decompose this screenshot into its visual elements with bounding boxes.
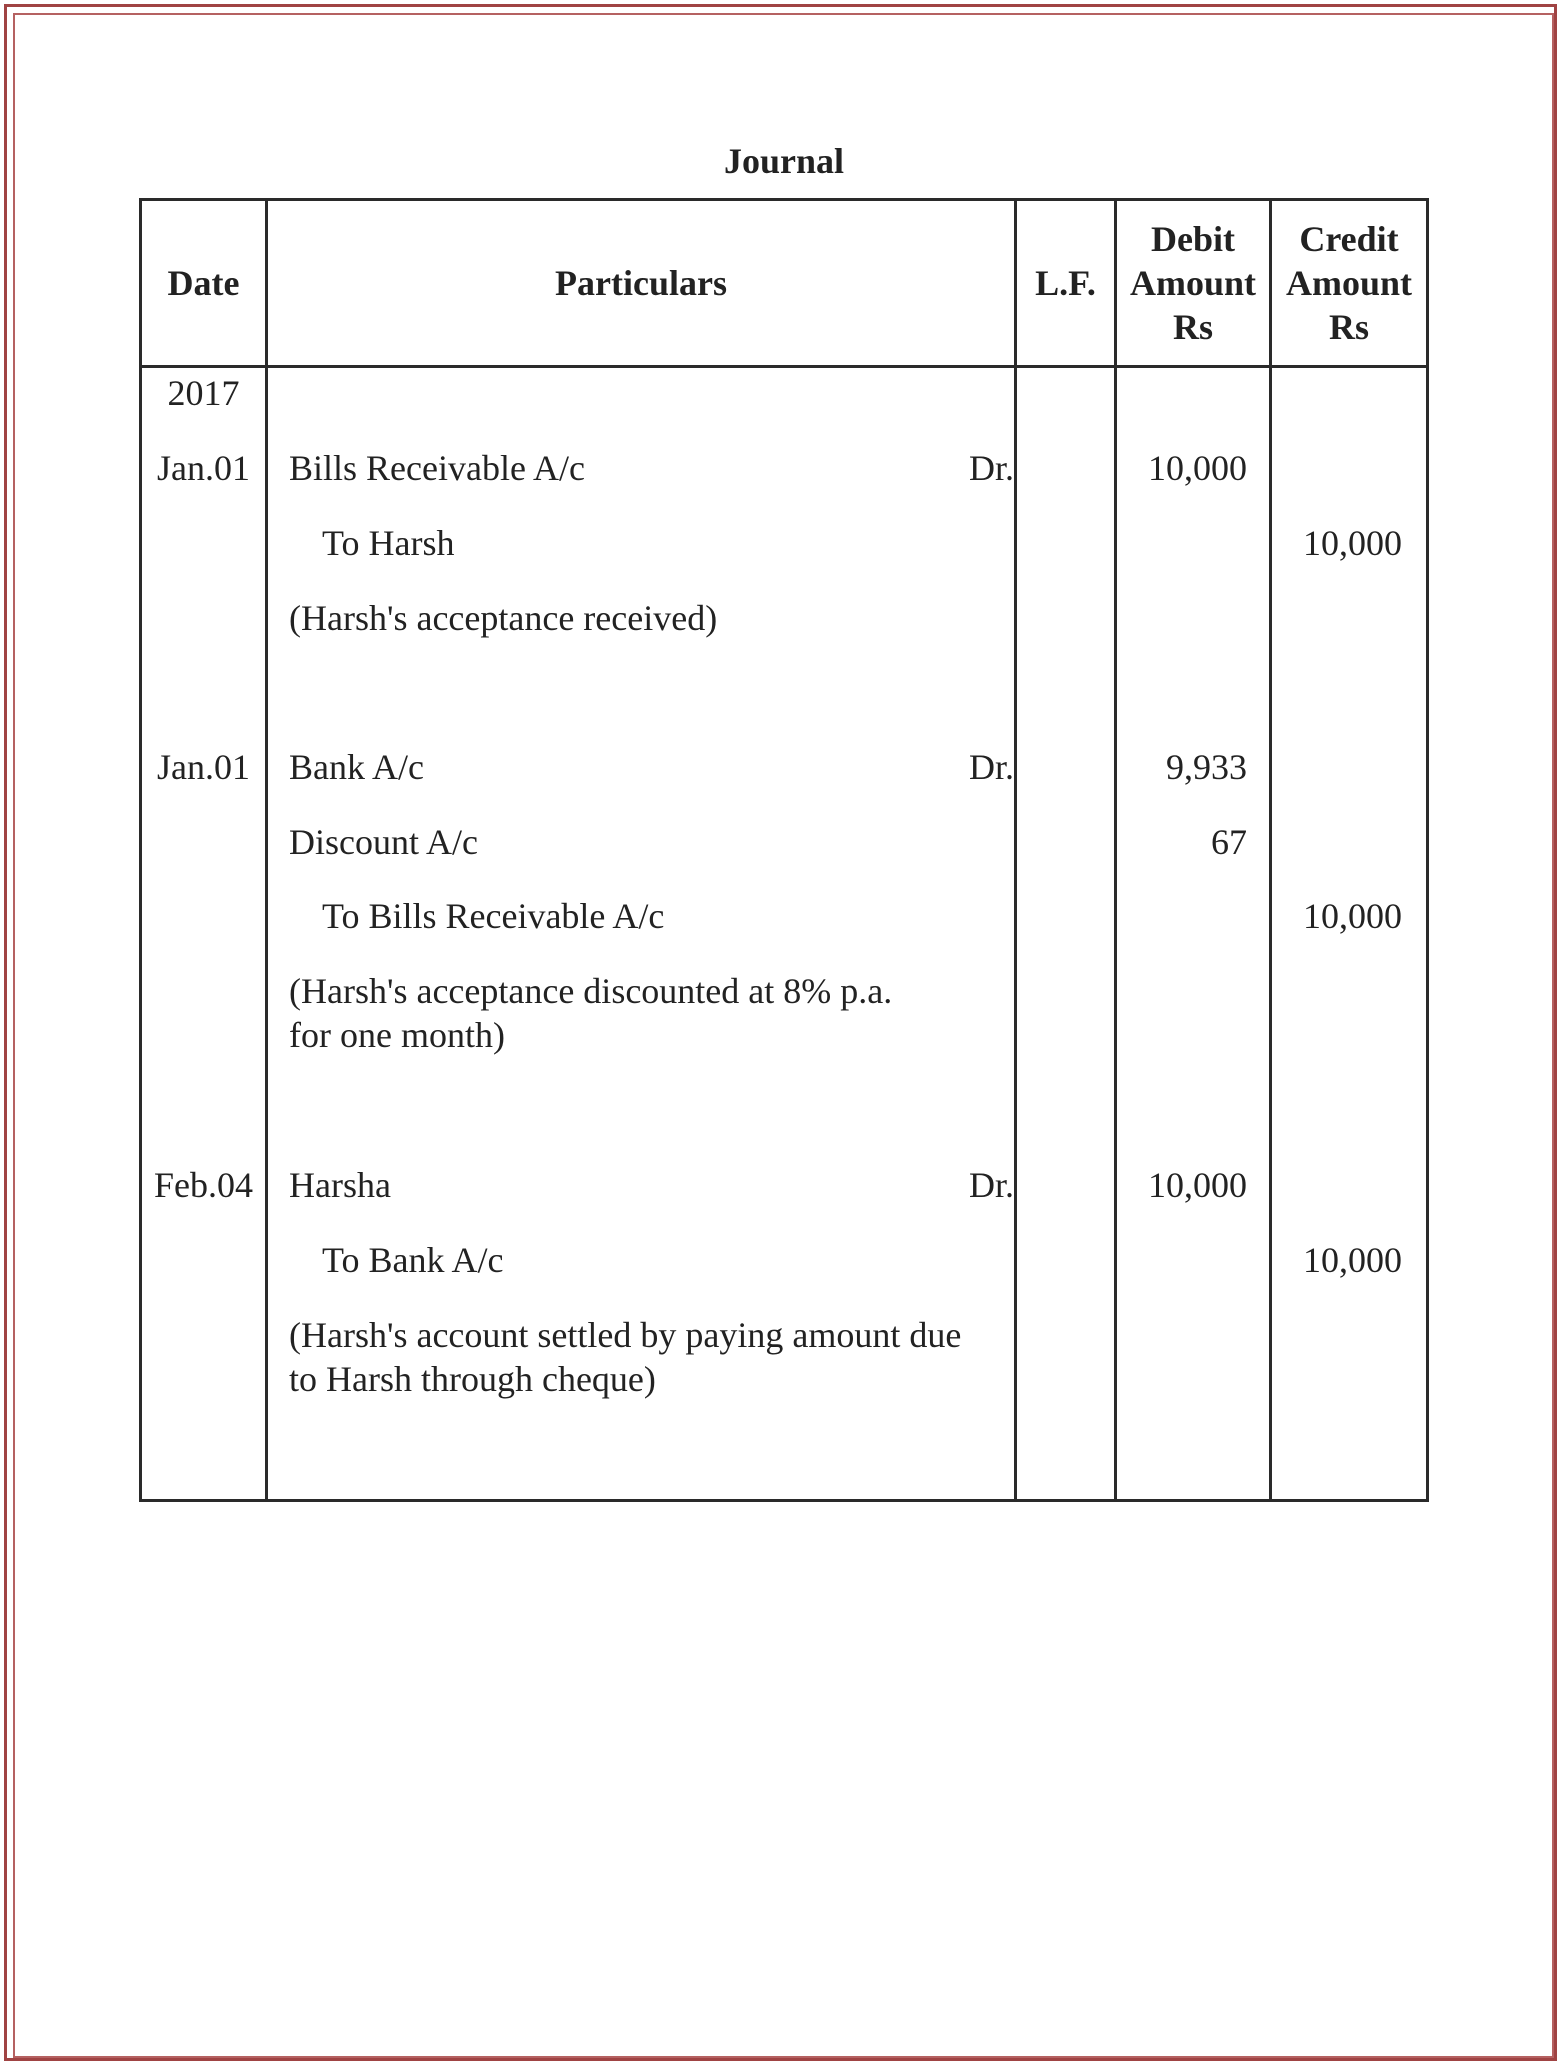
header-date: Date [167, 263, 240, 303]
entry-2-debit-amount-2: 67 [1211, 822, 1247, 862]
entry-3-credit-account: To Bank A/c [322, 1240, 504, 1280]
entry-3-credit-amount: 10,000 [1303, 1240, 1402, 1280]
entry-1-narration: (Harsh's acceptance received) [289, 598, 718, 638]
entry-2-debit-account-1: Bank A/c [289, 747, 424, 787]
entry-1-debit-amount: 10,000 [1148, 448, 1247, 488]
header-debit-amount [1117, 201, 1269, 365]
entry-2-date: Jan.01 [157, 747, 250, 787]
journal-table [139, 198, 1429, 1502]
entry-3-debit-account: Harsha [289, 1165, 391, 1205]
entry-1-credit-account: To Harsh [322, 523, 455, 563]
entry-3-narration-line-1: (Harsh's account settled by paying amount due [289, 1315, 962, 1355]
entry-2-debit-account-2: Discount A/c [289, 822, 478, 862]
entry-1-debit-account: Bills Receivable A/c [289, 448, 585, 488]
header-credit-line-3: Rs [1328, 307, 1369, 347]
entry-2-narration-line-2: for one month) [289, 1015, 505, 1055]
entry-3-date: Feb.04 [154, 1165, 253, 1205]
entry-2-narration-line-1: (Harsh's acceptance discounted at 8% p.a. [289, 971, 893, 1011]
header-credit-line-2: Amount [1285, 263, 1413, 303]
entry-3-narration-line-2: to Harsh through cheque) [289, 1359, 656, 1399]
entry-1-credit-amount: 10,000 [1303, 523, 1402, 563]
divider-particulars [1014, 201, 1017, 1499]
header-credit-amount [1272, 201, 1426, 365]
year-label: 2017 [167, 373, 240, 413]
header-divider [142, 365, 1426, 368]
entry-2-credit-account: To Bills Receivable A/c [322, 896, 665, 936]
divider-debit [1269, 201, 1272, 1499]
entry-2-credit-amount: 10,000 [1303, 896, 1402, 936]
divider-date [265, 201, 268, 1499]
entry-1-date: Jan.01 [157, 448, 250, 488]
entry-3-debit-amount: 10,000 [1148, 1165, 1247, 1205]
header-credit-line-1: Credit [1299, 219, 1399, 259]
journal-title: Journal [723, 141, 845, 181]
entry-2-dr-label: Dr. [969, 747, 1014, 787]
entry-3-dr-label: Dr. [969, 1165, 1014, 1205]
entry-1-dr-label: Dr. [969, 448, 1014, 488]
entry-2-debit-amount-1: 9,933 [1166, 747, 1247, 787]
header-particulars: Particulars [555, 263, 727, 303]
header-debit-line-3: Rs [1172, 307, 1213, 347]
header-debit-line-2: Amount [1129, 263, 1257, 303]
header-lf: L.F. [1035, 263, 1096, 303]
header-debit-line-1: Debit [1151, 219, 1235, 259]
